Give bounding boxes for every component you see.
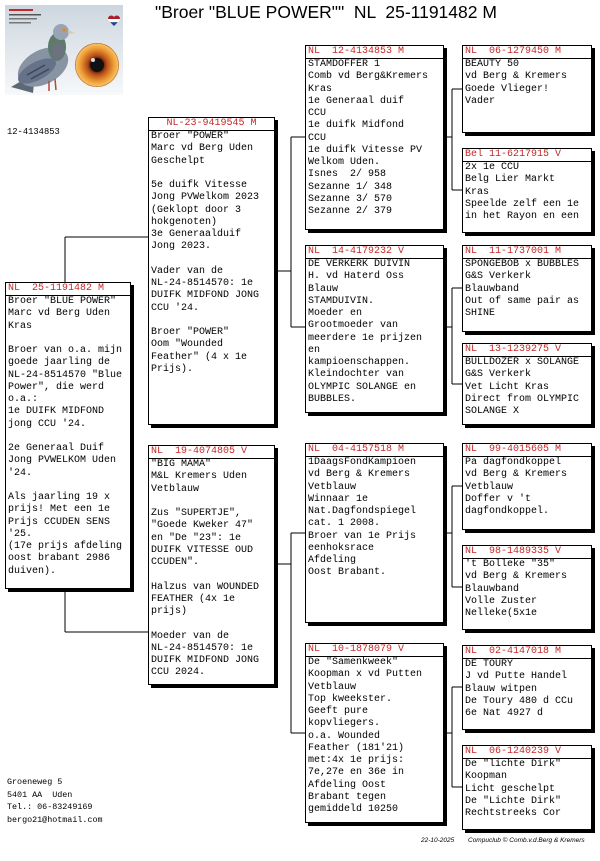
pedigree-line: Goede Vlieger!	[465, 83, 550, 95]
pedigree-line: Oost Brabant.	[308, 567, 387, 579]
pedigree-line: Rechtstreeks Cor	[465, 808, 562, 819]
pedigree-line: Volle Zuster	[465, 595, 538, 607]
pedigree-line: Grootmoeder van	[308, 320, 399, 332]
pedigree-line: 1e duifk Vitesse PV	[308, 144, 423, 156]
ring-number: NL 06-1279450 M	[463, 46, 591, 59]
ring-number: NL 02-4147018 M	[463, 646, 591, 659]
pedigree-line: 1e DUIFK MIDFOND	[8, 406, 105, 418]
pedigree-line: De "Lichte Dirk"	[465, 795, 562, 807]
pedigree-card-subject	[5, 282, 131, 589]
pedigree-line: met:4x 1e prijs:	[308, 755, 405, 766]
pedigree-line: Koopman x vd Putten	[308, 669, 423, 681]
pedigree-line: Vetblauw	[151, 483, 200, 495]
pedigree-line: hokgenoten)	[151, 216, 218, 228]
pedigree-line: M&L Kremers Uden	[151, 471, 248, 483]
pedigree-line: BEAUTY 50	[465, 59, 520, 70]
pedigree-notes	[6, 296, 130, 578]
pedigree-line: dagfondkoppel.	[465, 506, 550, 517]
pedigree-line: kopvliegers.	[308, 718, 381, 730]
address-street: Groeneweg 5	[7, 777, 63, 787]
pedigree-line: Moeder en	[308, 308, 363, 319]
pedigree-notes	[306, 457, 443, 580]
pedigree-line: Vader van de	[151, 265, 224, 277]
ring-number: NL 25-1191482 M	[6, 283, 130, 296]
pedigree-line: Vetblauw	[308, 481, 357, 493]
pedigree-card-sire-dam-sire	[462, 245, 592, 332]
software-credit: Compuclub © Comb.v.d.Berg & Kremers	[468, 837, 585, 844]
pedigree-line: Isnes 2/ 958	[308, 169, 387, 181]
pedigree-line: goede jaarling de	[8, 357, 111, 369]
ring-number: NL 11-1737001 M	[463, 246, 591, 259]
pedigree-line: en "De "23": 1e	[151, 532, 242, 544]
pedigree-line: Marc vd Berg Uden	[8, 308, 111, 320]
pedigree-card-sire-dam	[305, 245, 444, 413]
email-address: bergo21@hotmail.com	[7, 814, 103, 825]
ring-label: 12-4134853	[7, 127, 60, 137]
pedigree-line: 't Bolleke "35"	[465, 559, 556, 570]
pedigree-line: DUIFK MIDFOND JONG	[151, 290, 260, 302]
pedigree-line: G&S Verkerk	[465, 271, 532, 283]
pedigree-line: "Goede Kweker 47"	[151, 520, 254, 532]
pedigree-line	[8, 431, 128, 443]
pedigree-line: "BIG MAMA"	[151, 459, 212, 470]
ring-number: NL-23-9419545 M	[149, 118, 274, 131]
ring-number: NL 12-4134853 M	[306, 46, 443, 59]
print-date: 22-10-2025	[421, 837, 455, 844]
pedigree-notes	[306, 657, 443, 816]
pedigree-line: NL-24-8514570 "Blue	[8, 369, 123, 381]
pedigree-line: 6e Nat 4927 d	[465, 708, 544, 719]
pedigree-line: Als jaarling 19 x	[8, 492, 111, 503]
pedigree-line: Kras	[8, 320, 33, 332]
pedigree-line: Speelde zelf een 1e	[465, 198, 580, 210]
pedigree-line: '25.	[8, 528, 33, 540]
pedigree-line: Marc vd Berg Uden	[151, 143, 254, 155]
pedigree-line	[151, 618, 272, 630]
pedigree-line: vd Berg & Kremers	[465, 571, 568, 583]
pedigree-card-dam-sire-dam	[462, 545, 592, 630]
pedigree-line: eenhoksrace	[308, 542, 375, 554]
pedigree-line: vd Berg & Kremers	[308, 469, 411, 481]
pedigree-line: vd Berg & Kremers	[465, 71, 568, 83]
pedigree-title: "Broer "BLUE POWER"" NL 25-1191482 M	[155, 2, 497, 22]
pedigree-line: oost brabant 2986	[8, 553, 111, 565]
pedigree-line: 3e Generaalduif	[151, 229, 242, 240]
pedigree-line: Broer "POWER"	[151, 327, 230, 338]
pedigree-line: Sezanne 1/ 348	[308, 181, 393, 193]
pedigree-line: vd Berg & Kremers	[465, 469, 568, 481]
pedigree-line	[151, 496, 272, 508]
pedigree-line: OLYMPIC SOLANGE en	[308, 381, 417, 393]
pedigree-notes	[306, 259, 443, 406]
pedigree-line: o.a. Wounded	[308, 730, 381, 742]
pedigree-line: Power", die werd	[8, 381, 105, 393]
pedigree-line: 2x 1e CCU	[465, 162, 520, 173]
pedigree-line: Vader	[465, 95, 496, 107]
pedigree-line: 1e Generaal duif	[308, 95, 405, 107]
ring-number: NL 13-1239275 V	[463, 344, 591, 357]
pedigree-line: SHINE	[465, 308, 496, 319]
pedigree-line: Broer "POWER"	[151, 131, 230, 142]
ring-number: NL 04-4157518 M	[306, 444, 443, 457]
pedigree-line: CCUDEN".	[151, 557, 200, 568]
pedigree-line: BUBBLES.	[308, 393, 357, 405]
pedigree-line: Prijs).	[151, 363, 194, 375]
pedigree-line: in het Rayon en een	[465, 211, 580, 222]
pedigree-line: Blauw witpen	[465, 683, 538, 695]
pedigree-card-sire-sire-dam	[462, 148, 592, 233]
pedigree-card-dam-sire	[305, 443, 444, 623]
pedigree-line: Geschelpt	[151, 155, 206, 167]
pedigree-line: Kleindochter van	[308, 369, 405, 381]
pedigree-card-sire-sire	[305, 45, 444, 230]
pedigree-line: Zus "SUPERTJE",	[151, 508, 242, 519]
pedigree-line: H. vd Haterd Oss	[308, 271, 405, 283]
pedigree-line: Sezanne 2/ 379	[308, 206, 393, 217]
pedigree-card-dam-dam-dam	[462, 745, 592, 830]
pedigree-line: Broer van o.a. mijn	[8, 345, 123, 356]
pedigree-line	[151, 168, 272, 180]
pedigree-line: Feather" (4 x 1e	[151, 351, 248, 363]
pedigree-line: Feather (181'21)	[308, 742, 405, 754]
pedigree-line: gemiddeld 10250	[308, 804, 399, 815]
pedigree-line: Jong 2023.	[151, 241, 212, 253]
contact-info	[7, 776, 103, 826]
pedigree-line: 1DaagsFondKampioen	[308, 457, 417, 468]
pedigree-line: prijs)	[151, 606, 188, 617]
pedigree-line: Kras	[465, 186, 490, 198]
pedigree-line: Licht geschelpt	[465, 783, 556, 795]
pedigree-card-dam	[148, 445, 275, 685]
pedigree-notes	[463, 759, 591, 820]
pedigree-card-dam-dam	[305, 643, 444, 823]
pedigree-line: 5e duifk Vitesse	[151, 180, 248, 191]
pedigree-line: Brabant tegen	[308, 791, 387, 803]
pedigree-line	[8, 333, 128, 345]
pedigree-line: STAMDOFFER 1	[308, 59, 381, 70]
pedigree-line: Prijs CCUDEN SENS	[8, 516, 111, 528]
pedigree-line: NL-24-8514570: 1e	[151, 278, 254, 289]
pedigree-line: Broer van 1e Prijs	[308, 530, 417, 542]
pedigree-notes	[463, 59, 591, 108]
pedigree-line: Nat.Dagfondspiegel	[308, 506, 417, 517]
pedigree-line: Afdeling	[308, 555, 357, 566]
pedigree-line: Blauw	[308, 283, 339, 295]
pedigree-line: meerdere 1e prijzen	[308, 332, 423, 344]
ring-number: NL 14-4179232 V	[306, 246, 443, 259]
ring-number: NL 10-1878079 V	[306, 644, 443, 657]
pedigree-line: Comb vd Berg&Kremers	[308, 71, 429, 83]
pedigree-line: Direct from OLYMPIC	[465, 393, 580, 405]
pedigree-card-dam-dam-sire	[462, 645, 592, 730]
pedigree-line: Blauwband	[465, 283, 520, 295]
pedigree-line	[151, 254, 272, 266]
pedigree-line: Broer "BLUE POWER"	[8, 296, 117, 307]
pedigree-line: Vet Licht Kras	[465, 381, 550, 393]
pedigree-line: SOLANGE X	[465, 406, 520, 417]
pedigree-card-sire-sire-sire	[462, 45, 592, 133]
pedigree-notes	[306, 59, 443, 218]
pedigree-line: duiven).	[8, 565, 57, 577]
pedigree-line: (17e prijs afdeling	[8, 541, 123, 552]
address-postcode-city: 5401 AA Uden	[7, 789, 73, 800]
pedigree-line: Vetblauw	[465, 481, 514, 493]
pedigree-line: CCU	[308, 132, 327, 144]
pedigree-line: DE TOURY	[465, 659, 514, 670]
pedigree-line: FEATHER (4x 1e	[151, 593, 236, 605]
pedigree-notes	[463, 259, 591, 320]
pedigree-line: G&S Verkerk	[465, 369, 532, 381]
ring-number: NL 98-1489335 V	[463, 546, 591, 559]
pedigree-line	[151, 315, 272, 327]
pedigree-line: o.a.:	[8, 394, 39, 405]
ring-number: Bel 11-6217915 V	[463, 149, 591, 162]
pedigree-line: Vetblauw	[308, 681, 357, 693]
pedigree-line: Koopman	[465, 771, 508, 783]
pedigree-notes	[463, 559, 591, 620]
pedigree-line: 7e,27e en 36e in	[308, 767, 405, 779]
pedigree-notes	[463, 659, 591, 720]
pedigree-line: BULLDOZER x SOLANGE	[465, 357, 580, 368]
pedigree-line: (Geklopt door 3	[151, 204, 242, 216]
pedigree-line: Winnaar 1e	[308, 493, 369, 505]
pedigree-line: Kras	[308, 83, 333, 95]
pedigree-line: Jong PVWelkom 2023	[151, 192, 260, 204]
pedigree-line: jong CCU '24.	[8, 418, 87, 430]
pedigree-line: Top kweekster.	[308, 693, 393, 705]
ring-number: NL 99-4015605 M	[463, 444, 591, 457]
pedigree-line: en	[308, 344, 321, 356]
pedigree-line: DE VERKERK DUIVIN	[308, 259, 411, 270]
pedigree-line: kampioenschappen.	[308, 357, 411, 368]
pedigree-line: 1e duifk Midfond	[308, 120, 405, 132]
pedigree-card-sire-dam-dam	[462, 343, 592, 425]
pedigree-line: CCU '24.	[151, 302, 200, 314]
pedigree-line: SPONGEBOB x BUBBLES	[465, 259, 580, 270]
pedigree-line: prijs! Met een 1e	[8, 504, 111, 516]
pedigree-line	[151, 569, 272, 581]
pedigree-notes	[463, 357, 591, 418]
pedigree-notes	[149, 459, 274, 680]
pedigree-notes	[149, 131, 274, 376]
pedigree-card-dam-sire-sire	[462, 443, 592, 530]
phone-number: Tel.: 06-83249169	[7, 802, 93, 813]
pedigree-line: Halzus van WOUNDED	[151, 581, 260, 593]
pedigree-line: Oom "Wounded	[151, 339, 224, 351]
ring-number: NL 06-1240239 V	[463, 746, 591, 759]
pedigree-line: De "lichte Dirk"	[465, 759, 562, 770]
pedigree-line: DUIFK VITESSE OUD	[151, 544, 254, 556]
pedigree-line: Pa dagfondkoppel	[465, 457, 562, 468]
pedigree-line: '24.	[8, 467, 33, 479]
pedigree-line: J vd Putte Handel	[465, 671, 568, 683]
pedigree-line: Blauwband	[465, 583, 520, 595]
pedigree-line: De Toury 480 d CCu	[465, 695, 574, 707]
pedigree-card-sire	[148, 117, 275, 425]
ring-number: NL 19-4074805 V	[149, 446, 274, 459]
pedigree-line: Nelleke(5x1e	[465, 608, 538, 619]
pedigree-line: Doffer v 't	[465, 493, 532, 505]
pedigree-line: cat. 1 2008.	[308, 518, 381, 530]
pedigree-line: De "Samenkweek"	[308, 657, 399, 668]
pedigree-line: Welkom Uden.	[308, 157, 381, 168]
pedigree-line: Jong PVWELKOM Uden	[8, 455, 117, 467]
pedigree-line: STAMDUIVIN.	[308, 295, 375, 307]
pedigree-line: Belg Lier Markt	[465, 174, 556, 186]
pedigree-line: Out of same pair as	[465, 295, 580, 307]
pedigree-line: Moeder van de	[151, 630, 230, 642]
pedigree-line: DUIFK MIDFOND JONG	[151, 655, 260, 666]
pedigree-notes	[463, 162, 591, 223]
pedigree-line: NL-24-8514570: 1e	[151, 642, 254, 654]
pedigree-line: CCU	[308, 108, 327, 119]
pedigree-line	[8, 480, 128, 492]
pedigree-line: Sezanne 3/ 570	[308, 193, 393, 205]
pedigree-line: 2e Generaal Duif	[8, 443, 105, 454]
pedigree-notes	[463, 457, 591, 518]
pedigree-line: CCU 2024.	[151, 667, 206, 679]
pedigree-line: Geeft pure	[308, 706, 369, 717]
pedigree-line: Afdeling Oost	[308, 779, 387, 791]
